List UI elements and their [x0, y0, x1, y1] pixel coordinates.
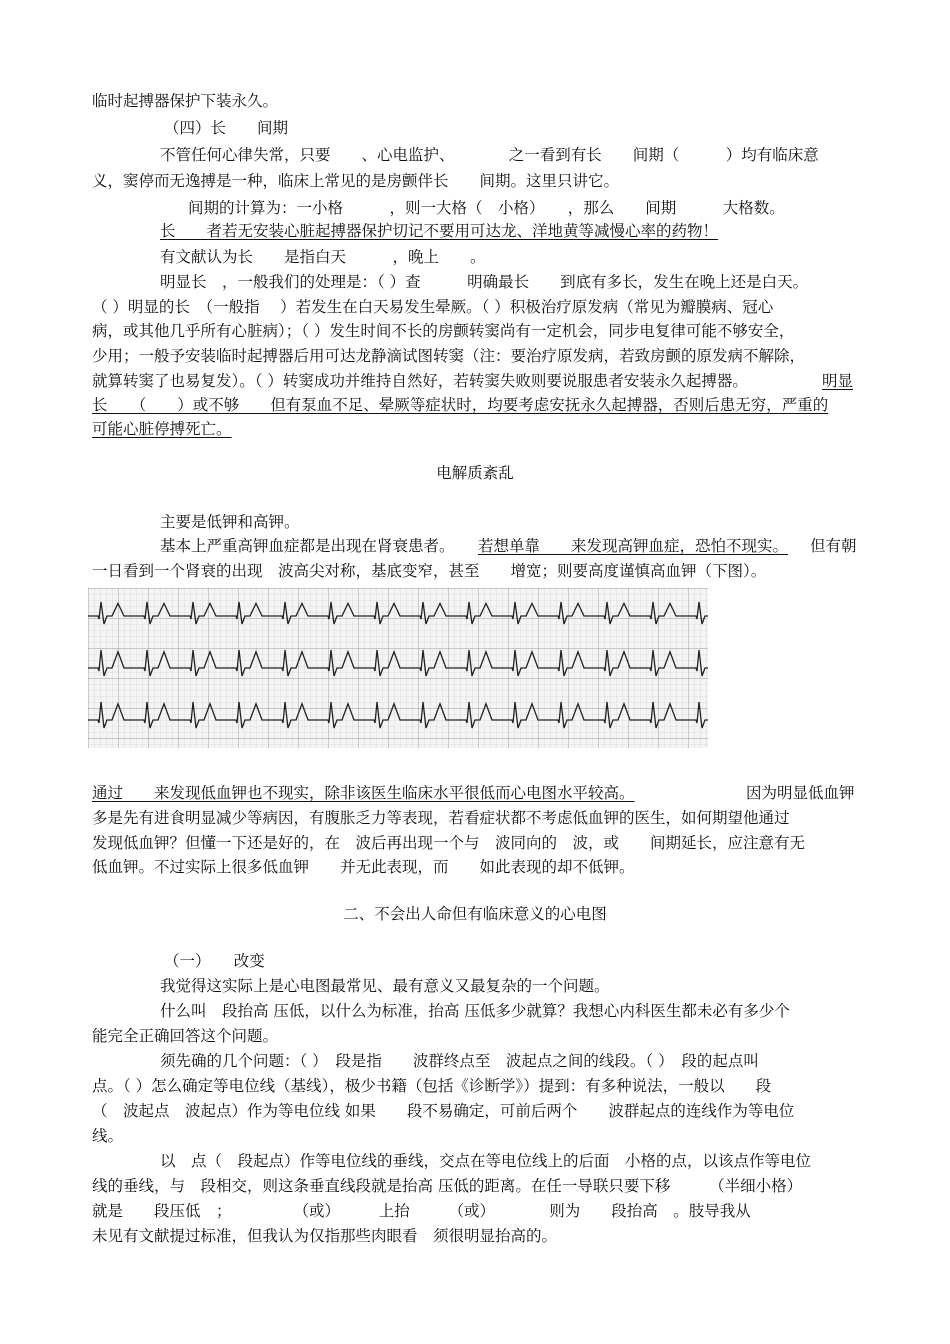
text-line: 有文献认为长 是指白天 ，晚上 。: [160, 248, 486, 266]
text-line: 不管任何心律失常，只要 、心电监护、 之一看到有长 间期（ ）均有临床意: [160, 146, 819, 164]
text-line: 线的垂线，与 段相交，则这条垂直线段就是抬高 压低的距离。在任一导联只要下移 （半细小格）: [92, 1177, 803, 1195]
text-line: 多是先有进食明显减少等病因，有腹胀乏力等表现，若看症状都不考虑低血钾的医生，如何期望他通过: [92, 809, 790, 827]
text-line: 一日看到一个肾衰的出现 波高尖对称，基底变窄，甚至 增宽；则要高度谨慎高血钾（下图）。: [92, 562, 767, 580]
section-title: 二、不会出人命但有临床意义的心电图: [343, 905, 607, 923]
text-line: 临时起搏器保护下装永久。: [92, 92, 279, 110]
text-line: 低血钾。不过实际上很多低血钾 并无此表现，而 如此表现的却不低钾。: [92, 858, 635, 876]
text-line: 就是 段压低 ； （或） 上抬 （或） 则为 段抬高 。肢导我从: [92, 1202, 751, 1220]
section-title: 电解质紊乱: [436, 464, 514, 482]
text-line: 线。: [92, 1127, 124, 1145]
text-line: （ ）明显的长 （一般指 ）若发生在白天易发生晕厥。（ ）积极治疗原发病（常见为瓣膜病、冠心: [92, 298, 774, 316]
text-line: 点。（ ）怎么确定等电位线（基线），极少书籍（包括《诊断学》）提到：有多种说法，一般以 段: [92, 1077, 772, 1095]
text-line: 间期的计算为：一小格 ，则一大格（ 小格） ，那么 间期 大格数。: [188, 199, 785, 217]
text-line: 义，窦停而无逸搏是一种，临床上常见的是房颤伴长 间期。这里只讲它。: [92, 172, 620, 190]
text-line: 病，或其他几乎所有心脏病）；（ ）发生时间不长的房颤转窦尚有一定机会，同步电复律可能不够安全，: [92, 322, 795, 340]
text-line: 能完全正确回答这个问题。: [92, 1027, 279, 1045]
text-line: 但有朝: [810, 537, 857, 555]
text-line: 就算转窦了也易复发）。（ ）转窦成功并维持自然好，若转窦失败则要说服患者安装永久起搏器。: [92, 372, 748, 390]
warning-line: 长 者若无安装心脏起搏器保护切记不要用可达龙、洋地黄等减慢心率的药物！: [160, 222, 719, 240]
underlined-text: 长 （ ）或不够 但有泵血不足、晕厥等症状时，均要考虑安抚永久起搏器，否则后患无穷，严重的: [92, 396, 829, 414]
text-line: 须先确的几个问题：（ ） 段是指 波群终点至 波起点之间的线段。（ ） 段的起点叫: [160, 1052, 759, 1070]
text-line: 基本上严重高钾血症都是出现在肾衰患者。: [160, 537, 455, 555]
hyperkalemia-ecg-strip: [88, 588, 708, 748]
text-line: 明显长 ，一般我们的处理是：（ ）查 明确最长 到底有多长，发生在晚上还是白天。: [160, 273, 809, 291]
text-line: 未见有文献提过标准，但我认为仅指那些肉眼看 须很明显抬高的。: [92, 1227, 558, 1245]
text-line: （ 波起点 波起点）作为等电位线 如果 段不易确定，可前后两个 波群起点的连线作为等电位: [92, 1102, 795, 1120]
text-line: 少用；一般予安装临时起搏器后用可达龙静滴试图转窦（注：要治疗原发病，若致房颤的原发病不解除，: [92, 347, 806, 365]
section-heading: （四）长 间期: [164, 119, 289, 137]
underlined-text: 若想单靠 来发现高钾血症，恐怕不现实。: [478, 537, 789, 555]
text-line: 以 点（ 段起点）作等电位线的垂线，交点在等电位线上的后面 小格的点，以该点作等电位: [160, 1152, 812, 1170]
underlined-text: 通过 来发现低血钾也不现实，除非该医生临床水平很低而心电图水平较高。: [92, 784, 635, 802]
section-heading: （一） 改变: [164, 952, 265, 970]
text-line: 什么叫 段抬高 压低，以什么为标准，抬高 压低多少就算？我想心内科医生都未必有多少个: [160, 1002, 790, 1020]
text-line: 发现低血钾？但懂一下还是好的，在 波后再出现一个与 波同向的 波，或 间期延长，应注意有无: [92, 834, 806, 852]
text-line: 我觉得这实际上是心电图最常见、最有意义又最复杂的一个问题。: [160, 977, 610, 995]
underlined-text: 可能心脏停搏死亡。: [92, 420, 232, 438]
text-line: 主要是低钾和高钾。: [160, 513, 300, 531]
underlined-text: 明显: [822, 372, 854, 390]
text-line: 因为明显低血钾: [746, 784, 855, 802]
